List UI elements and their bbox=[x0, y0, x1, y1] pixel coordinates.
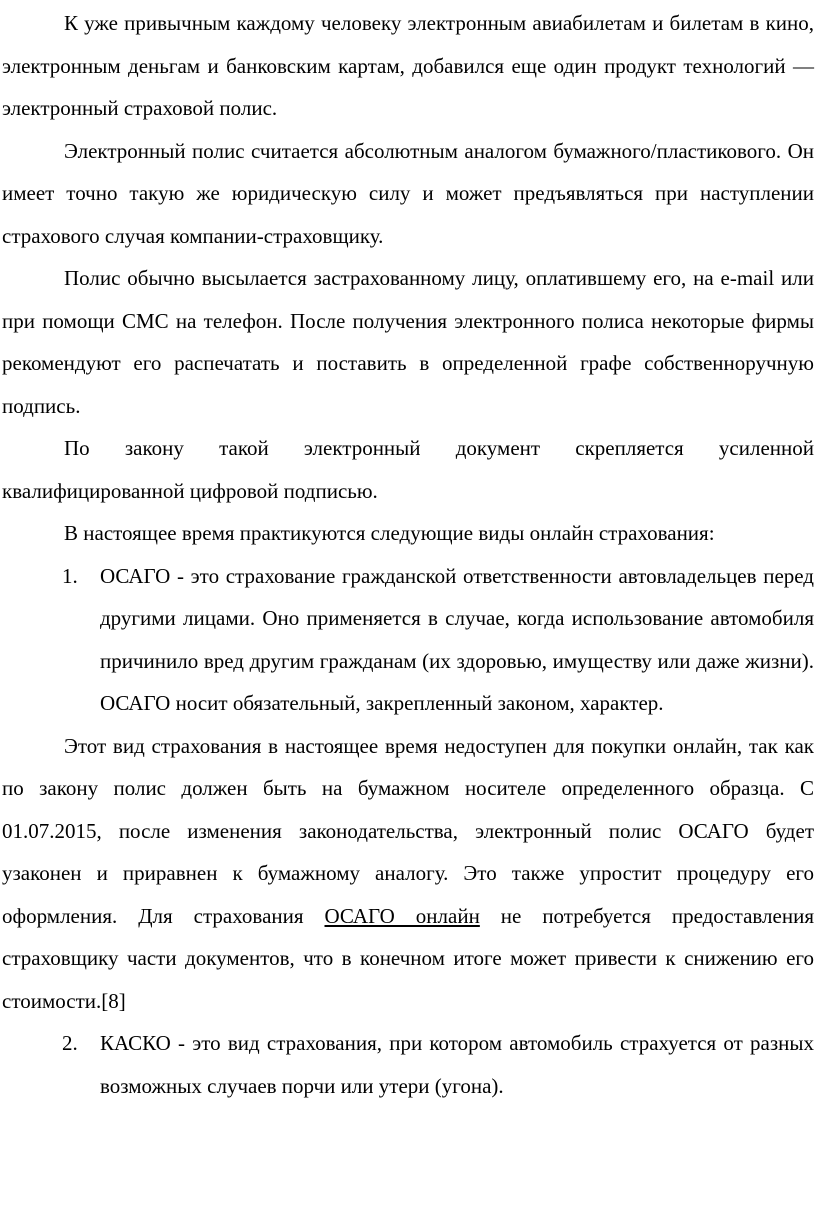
paragraph-types-intro: В настоящее время практикуются следующие виды онлайн страхования: bbox=[64, 521, 715, 545]
paragraph-analog: Электронный полис считается абсолютным аналогом бумажного/пластикового. Он имеет точно такую же юридическую силу и может предъявляться при наступлении страхового случая компании-страховщику. bbox=[2, 138, 814, 248]
list-number: 2. bbox=[62, 1031, 78, 1055]
paragraph-text: не потребуется предоставления страховщику части документов, что в конечном итоге может привести к снижению его стоимости.[8] bbox=[2, 903, 814, 1013]
list-item-text: ОСАГО - это страхование гражданской ответственности автовладельцев перед другими лицами. Оно применяется в случае, когда использование автомобиля причинило вред другим гражданам (их здоровью, имуществу или даже жизни). ОСАГО носит обязательный, закрепленный законом, характер. bbox=[100, 563, 814, 715]
list-item-osago bbox=[2, 555, 814, 725]
osago-online-link[interactable]: ОСАГО онлайн bbox=[324, 903, 480, 928]
paragraph-text: Этот вид страхования в настоящее время недоступен для покупки онлайн, так как по закону полис должен быть на бумажном носителе определенного образца. С 01.07.2015, после изменения законодательства, электронный полис ОСАГО будет узаконен и приравнен к бумажному аналогу. Это также упростит процедуру его оформления. Для страхования bbox=[2, 733, 814, 928]
list-item-kasko bbox=[2, 1022, 814, 1107]
list-item-text: КАСКО - это вид страхования, при котором автомобиль страхуется от разных возможных случаев порчи или утери (угона). bbox=[100, 1031, 814, 1098]
paragraph-intro: К уже привычным каждому человеку электронным авиабилетам и билетам в кино, электронным деньгам и банковским картам, добавился еще один продукт технологий — электронный страховой полис. bbox=[2, 11, 814, 120]
paragraph-signature: По закону такой электронный документ скрепляется усиленной квалифицированной цифровой подписью. bbox=[2, 436, 814, 503]
paragraph-delivery: Полис обычно высылается застрахованному лицу, оплатившему его, на e-mail или при помощи СМС на телефон. После получения электронного полиса некоторые фирмы рекомендуют его распечатать и поставить в определенной графе собственноручную подпись. bbox=[2, 266, 814, 418]
list-number: 1. bbox=[62, 563, 78, 588]
paragraph-osago-online bbox=[2, 725, 814, 1023]
